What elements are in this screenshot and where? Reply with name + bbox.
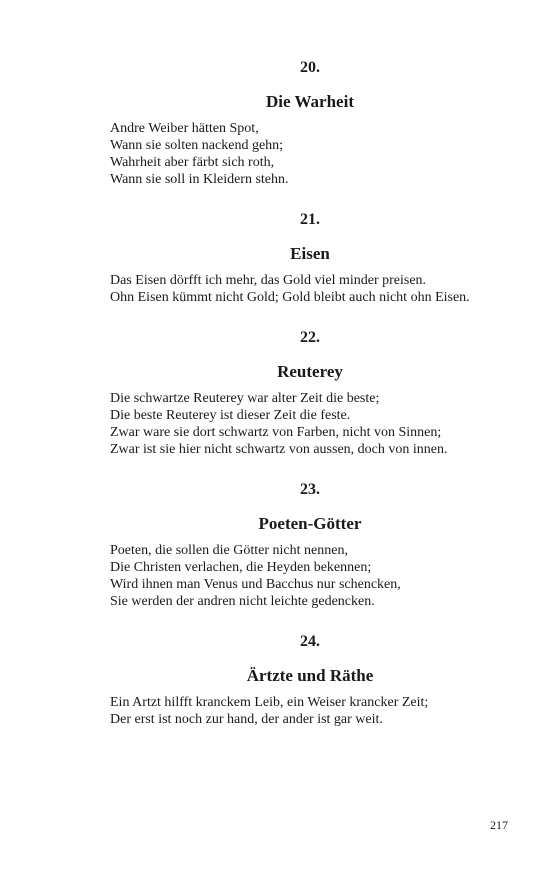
poem-line: Wann sie solten nackend gehn; [110, 138, 284, 153]
poem-number: 24. [300, 633, 320, 650]
poem-line: Wird ihnen man Venus und Bacchus nur schencken, [110, 577, 401, 592]
poem-line: Die schwartze Reuterey war alter Zeit die beste; [110, 391, 380, 406]
poem-lines [110, 120, 510, 188]
poem-20 [110, 56, 510, 188]
poem-number: 20. [300, 59, 320, 76]
poem-24 [110, 630, 510, 728]
page-number: 217 [490, 818, 508, 832]
poem-title: Ärtzte und Räthe [246, 666, 374, 685]
poem-line: Poeten, die sollen die Götter nicht nennen, [110, 543, 348, 558]
poem-title: Die Warheit [266, 92, 354, 111]
poem-lines [110, 390, 510, 458]
poem-line: Die beste Reuterey ist dieser Zeit die feste. [110, 408, 351, 423]
poem-22 [110, 326, 510, 458]
poem-lines [110, 542, 510, 610]
poem-lines [110, 272, 510, 306]
poem-line: Wann sie soll in Kleidern stehn. [110, 172, 289, 187]
poem-line: Der erst ist noch zur hand, der ander ist gar weit. [110, 712, 383, 727]
poem-line: Zwar ist sie hier nicht schwartz von aussen, doch von innen. [110, 442, 448, 457]
poem-line: Wahrheit aber färbt sich roth, [110, 155, 275, 170]
poem-line: Die Christen verlachen, die Heyden bekennen; [110, 560, 372, 575]
page-body [110, 56, 510, 728]
poem-number: 22. [300, 329, 320, 346]
poem-line: Andre Weiber hätten Spot, [110, 121, 259, 136]
poem-number: 21. [300, 211, 320, 228]
poem-lines [110, 694, 510, 728]
poem-line: Das Eisen dörfft ich mehr, das Gold viel minder preisen. [110, 273, 427, 288]
poem-line: Sie werden der andren nicht leichte gedencken. [110, 594, 375, 609]
poem-title: Eisen [290, 244, 330, 263]
poem-line: Ein Artzt hilfft kranckem Leib, ein Weiser krancker Zeit; [110, 695, 429, 710]
poem-line: Zwar ware sie dort schwartz von Farben, nicht von Sinnen; [110, 425, 442, 440]
poem-number: 23. [300, 481, 320, 498]
poem-title: Poeten-Götter [258, 514, 362, 533]
poem-21 [110, 208, 510, 306]
poem-title: Reuterey [277, 362, 343, 381]
poem-23 [110, 478, 510, 610]
poem-line: Ohn Eisen kümmt nicht Gold; Gold bleibt auch nicht ohn Eisen. [110, 290, 470, 305]
